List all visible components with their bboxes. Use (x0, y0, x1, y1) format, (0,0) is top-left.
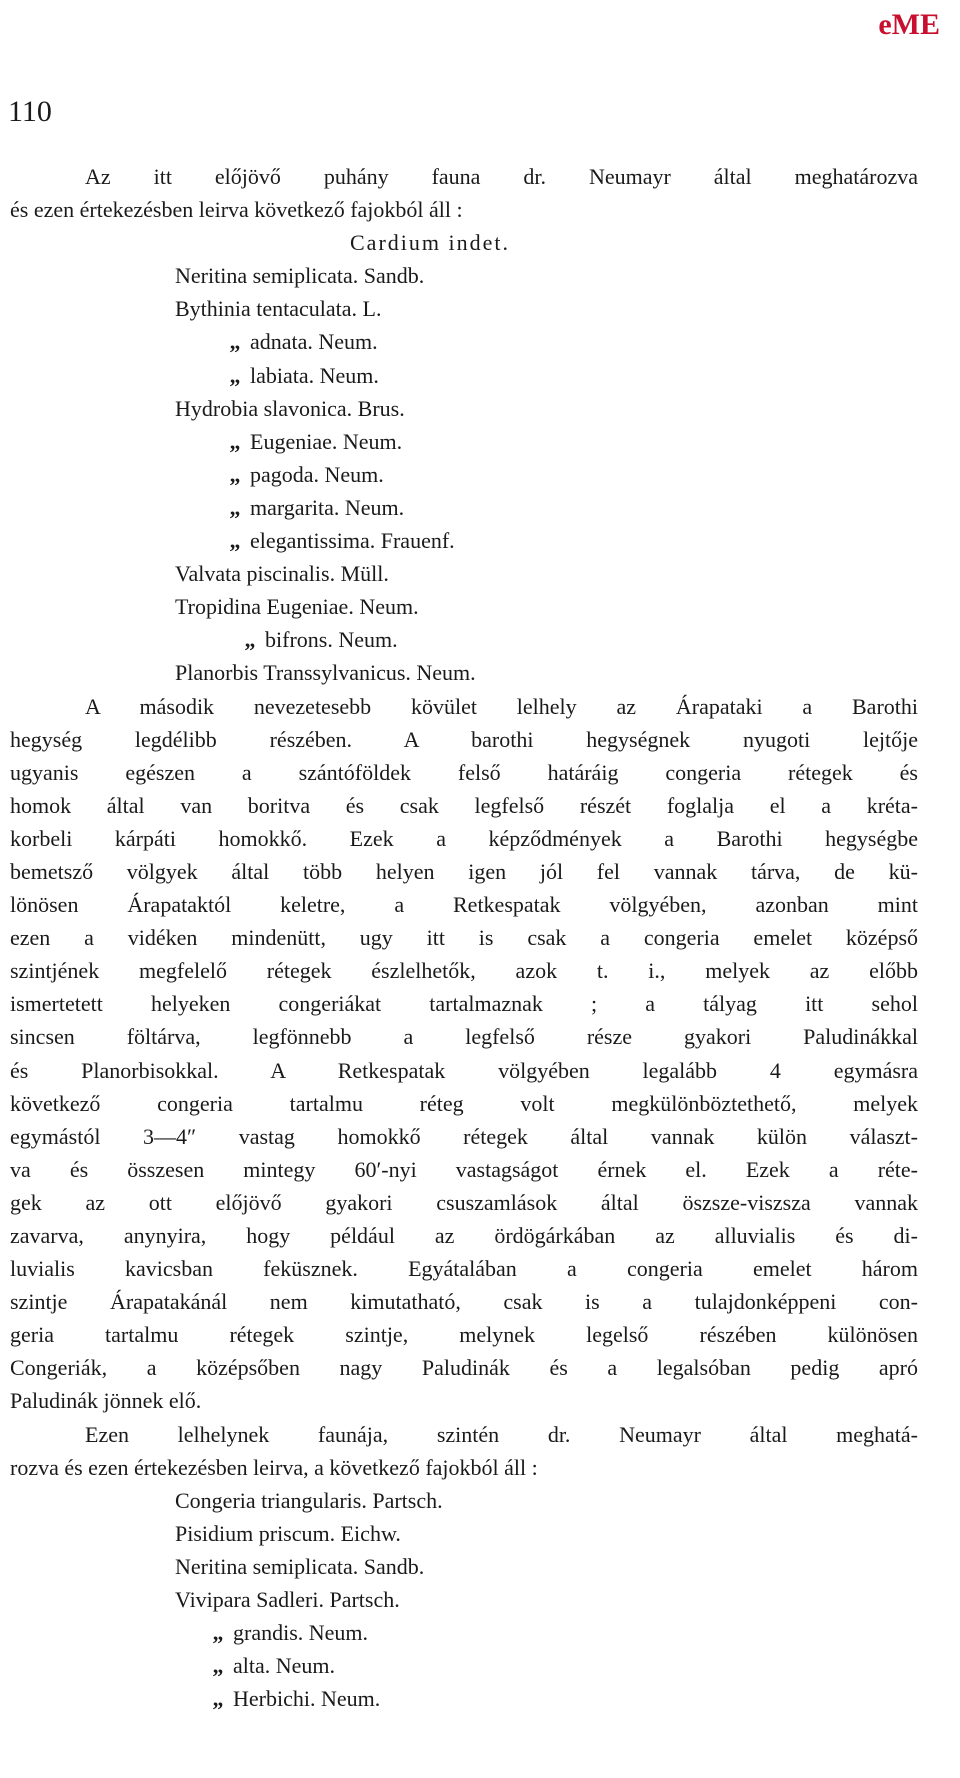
list-item (145, 292, 918, 325)
ditto-mark (145, 1583, 175, 1616)
text-line: Az itt előjövő puhány fauna dr. Neumayr által meghatározva (85, 164, 918, 189)
species-name: Neritina semiplicata. Sandb. (175, 263, 425, 289)
text-line: sincsen föltárva, legfönnebb a legfelső része gyakori Paludinákkal (10, 1024, 918, 1050)
species-name: Valvata piscinalis. Müll. (175, 561, 389, 587)
list-item (145, 1550, 918, 1583)
list-item (145, 392, 918, 425)
text-line: korbeli kárpáti homokkő. Ezek a képződmények a Barothi hegységbe (10, 825, 918, 851)
text-line: Congeriák, a középsőben nagy Paludinák és a legalsóban pedig apró (10, 1355, 918, 1381)
list-item (145, 1682, 918, 1715)
text-line: hegység legdélibb részében. A barothi hegységnek nyugoti lejtője (10, 726, 918, 752)
text-line: va és összesen mintegy 60′-nyi vastagságot érnek el. Ezek a réte- (10, 1156, 918, 1182)
text-line: zavarva, anynyira, hogy például az ördögárkában az alluvialis és di- (10, 1223, 918, 1248)
list-item (145, 359, 918, 392)
paragraph-1 (10, 160, 918, 226)
text-line: Ezen lelhelynek faunája, szintén dr. Neumayr által meghatá- (85, 1421, 918, 1447)
text-line: Paludinák jönnek elő. (10, 1388, 202, 1414)
list-item (145, 1616, 918, 1649)
species-name: Tropidina Eugeniae. Neum. (175, 594, 419, 620)
list-item (145, 1583, 918, 1616)
logo: eME (878, 8, 940, 41)
list-item (145, 557, 918, 590)
text-line: ismertetett helyeken congeriákat tartalmaznak ; a tályag itt sehol (10, 991, 918, 1017)
list-item (145, 656, 918, 689)
species-name: Vivipara Sadleri. Partsch. (175, 1587, 400, 1613)
species-name: adnata. Neum. (250, 329, 378, 355)
ditto-mark (145, 590, 175, 623)
list-item (145, 458, 918, 491)
ditto-mark: „ (229, 528, 241, 554)
ditto-mark: „ (229, 329, 241, 355)
text-line: gek az ott előjövő gyakori csuszamlások által öszsze-viszsza vannak (10, 1189, 918, 1215)
text-line: rozva és ezen értekezésben leirva, a következő fajokból áll : (10, 1454, 538, 1480)
ditto-mark (145, 292, 175, 325)
text-line: ugyanis egészen a szántóföldek felső határáig congeria rétegek és (10, 759, 918, 785)
species-name: elegantissima. Frauenf. (250, 528, 455, 554)
species-name: grandis. Neum. (233, 1620, 369, 1646)
text-line: luvialis kavicsban feküsznek. Egyátalában a congeria emelet három (10, 1256, 918, 1282)
list-item (145, 425, 918, 458)
ditto-mark (145, 259, 175, 292)
species-name: margarita. Neum. (250, 494, 405, 520)
species-name: Bythinia tentaculata. L. (175, 296, 382, 322)
text-line: homok által van boritva és csak legfelső részét foglalja el a kréta- (10, 792, 918, 818)
ditto-mark (145, 392, 175, 425)
ditto-mark (145, 557, 175, 590)
ditto-mark: „ (229, 362, 241, 388)
species-list-2 (10, 1484, 918, 1716)
species-name: Planorbis Transsylvanicus. Neum. (175, 660, 476, 686)
list-item (145, 623, 918, 656)
text-line: szintjének megfelelő rétegek észlelhetők, azok t. i., melyek az előbb (10, 958, 918, 984)
species-name: Congeria triangularis. Partsch. (175, 1487, 443, 1513)
ditto-mark: „ (229, 494, 241, 520)
ditto-mark (145, 1484, 175, 1517)
list-item (145, 1484, 918, 1517)
list-item (145, 524, 918, 557)
text-line: geria tartalmu rétegek szintje, melynek legelső részében különösen (10, 1322, 918, 1348)
list-item (145, 325, 918, 358)
species-name: Eugeniae. Neum. (250, 428, 403, 454)
text-line: lönösen Árapataktól keletre, a Retkespatak völgyében, azonban mint (10, 892, 918, 918)
ditto-mark (145, 1517, 175, 1550)
text-line: és Planorbisokkal. A Retkespatak völgyében legalább 4 egymásra (10, 1057, 918, 1083)
list-item (145, 590, 918, 623)
text-line: ezen a vidéken mindenütt, ugy itt is csak a congeria emelet középső (10, 925, 918, 951)
species-name: Pisidium priscum. Eichw. (175, 1520, 401, 1546)
ditto-mark: „ (244, 627, 256, 653)
list-item (145, 1649, 918, 1682)
list-item (145, 259, 918, 292)
species-name: pagoda. Neum. (250, 461, 384, 487)
text-line: bemetsző völgyek által több helyen igen jól fel vannak tárva, de kü- (10, 858, 918, 884)
list-item (145, 1517, 918, 1550)
cardium-line: Cardium indet. (350, 230, 510, 256)
species-list-1 (10, 259, 918, 689)
species-name: bifrons. Neum. (265, 627, 398, 653)
ditto-mark: „ (229, 428, 241, 454)
species-name: Herbichi. Neum. (233, 1686, 381, 1712)
text-line: egymástól 3—4″ vastag homokkő rétegek által vannak külön választ- (10, 1123, 918, 1149)
page-body (10, 160, 918, 1715)
ditto-mark: „ (212, 1620, 224, 1646)
ditto-mark (145, 656, 175, 689)
paragraph-2 (10, 690, 918, 1418)
species-name: Neritina semiplicata. Sandb. (175, 1553, 425, 1579)
text-line: következő congeria tartalmu réteg volt megkülönböztethető, melyek (10, 1090, 918, 1116)
species-name: alta. Neum. (233, 1653, 336, 1679)
ditto-mark (145, 1550, 175, 1583)
text-line: A második nevezetesebb kövület lelhely az Árapataki a Barothi (85, 693, 918, 719)
ditto-mark: „ (212, 1653, 224, 1679)
text-line: szintje Árapatakánál nem kimutatható, csak is a tulajdonképpeni con- (10, 1289, 918, 1315)
text-line: és ezen értekezésben leirva következő fajokból áll : (10, 197, 463, 223)
list-item (145, 491, 918, 524)
species-name: Hydrobia slavonica. Brus. (175, 395, 405, 421)
paragraph-3 (10, 1418, 918, 1484)
species-name: labiata. Neum. (250, 362, 379, 388)
ditto-mark: „ (212, 1686, 224, 1712)
ditto-mark: „ (229, 461, 241, 487)
page-number: 110 (8, 95, 52, 128)
